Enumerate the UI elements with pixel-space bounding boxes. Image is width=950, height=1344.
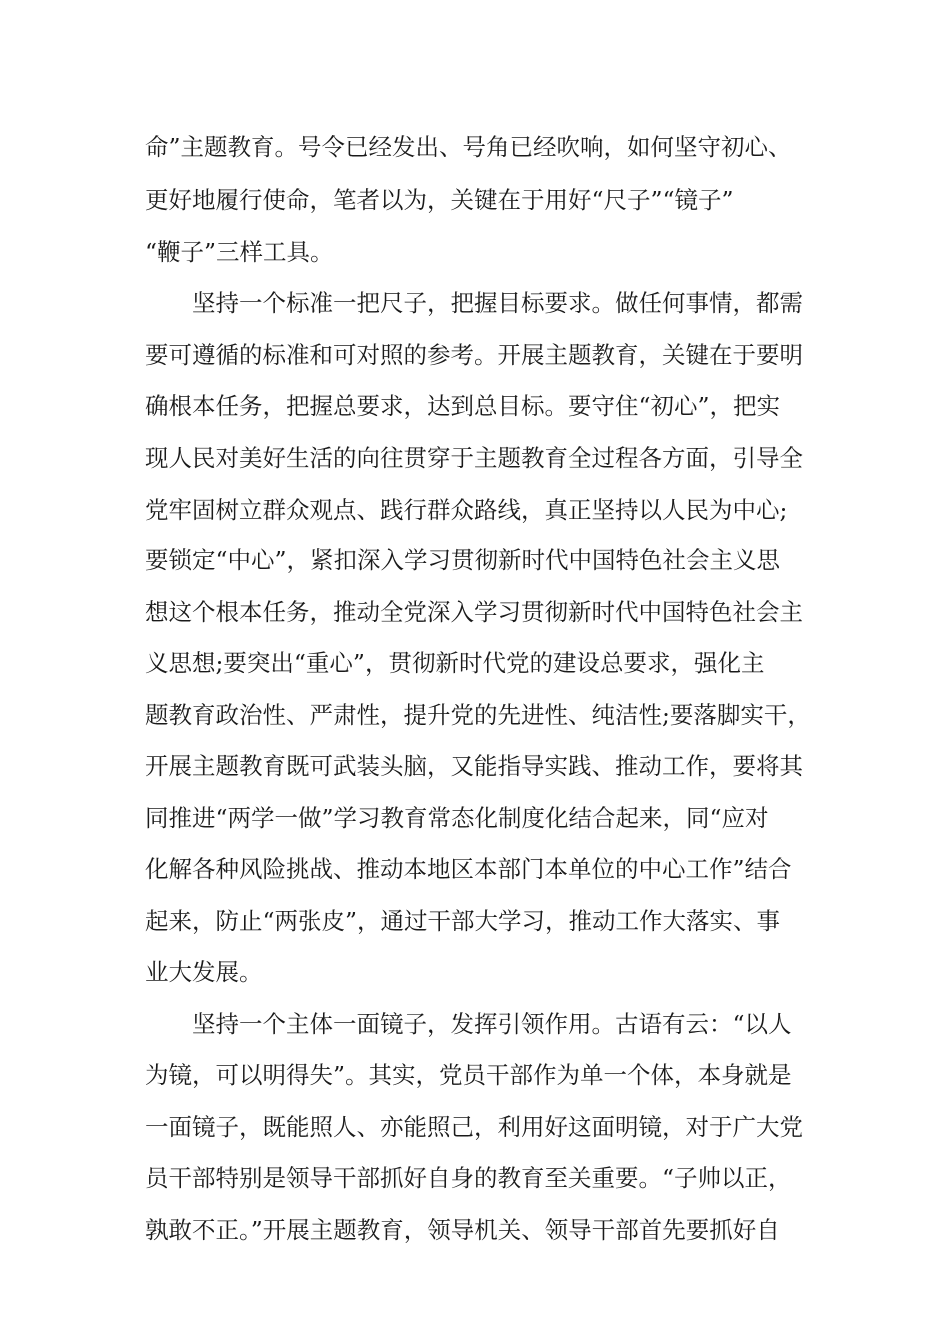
text-line: 同推进“两学一做”学习教育常态化制度化结合起来，同“应对 [145, 804, 769, 832]
text-line: 要锁定“中心”，紧扣深入学习贯彻新时代中国特色社会主义思 [145, 546, 781, 574]
text-line: 一面镜子，既能照人、亦能照己，利用好这面明镜，对于广大党 [145, 1113, 803, 1141]
text-line: 想这个根本任务，推动全党深入学习贯彻新时代中国特色社会主 [145, 598, 803, 626]
text-line: 更好地履行使命，笔者以为，关键在于用好“尺子”“镜子” [145, 186, 734, 214]
text-line: 开展主题教育既可武装头脑，又能指导实践、推动工作，要将其 [145, 752, 803, 780]
text-line: 起来，防止“两张皮”，通过干部大学习，推动工作大落实、事 [145, 907, 781, 935]
text-line: 为镜，可以明得失”。其实，党员干部作为单一个体，本身就是 [145, 1061, 792, 1089]
text-line: 业大发展。 [145, 958, 263, 986]
text-line: 现人民对美好生活的向往贯穿于主题教育全过程各方面，引导全 [145, 444, 803, 472]
paragraph-start-line: 坚持一个主体一面镜子，发挥引领作用。古语有云：“以人 [192, 1010, 792, 1038]
text-line: 党牢固树立群众观点、践行群众路线，真正坚持以人民为中心; [145, 496, 788, 524]
text-line: 义思想;要突出“重心”，贯彻新时代党的建设总要求，强化主 [145, 649, 765, 677]
text-line: 员干部特别是领导干部抓好自身的教育至关重要。“子帅以正， [145, 1164, 792, 1192]
text-line: 确根本任务，把握总要求，达到总目标。要守住“初心”，把实 [145, 392, 781, 420]
text-line: 题教育政治性、严肃性，提升党的先进性、纯洁性;要落脚实干， [145, 701, 811, 729]
text-line: 要可遵循的标准和可对照的参考。开展主题教育，关键在于要明 [145, 341, 803, 369]
text-line: 化解各种风险挑战、推动本地区本部门本单位的中心工作”结合 [145, 855, 792, 883]
text-line: “鞭子”三样工具。 [145, 238, 334, 266]
text-line: 孰敢不正。”开展主题教育，领导机关、领导干部首先要抓好自 [145, 1216, 780, 1244]
text-line: 命”主题教育。号令已经发出、号角已经吹响，如何坚守初心、 [145, 133, 792, 161]
paragraph-start-line: 坚持一个标准一把尺子，把握目标要求。做任何事情，都需 [192, 289, 803, 317]
